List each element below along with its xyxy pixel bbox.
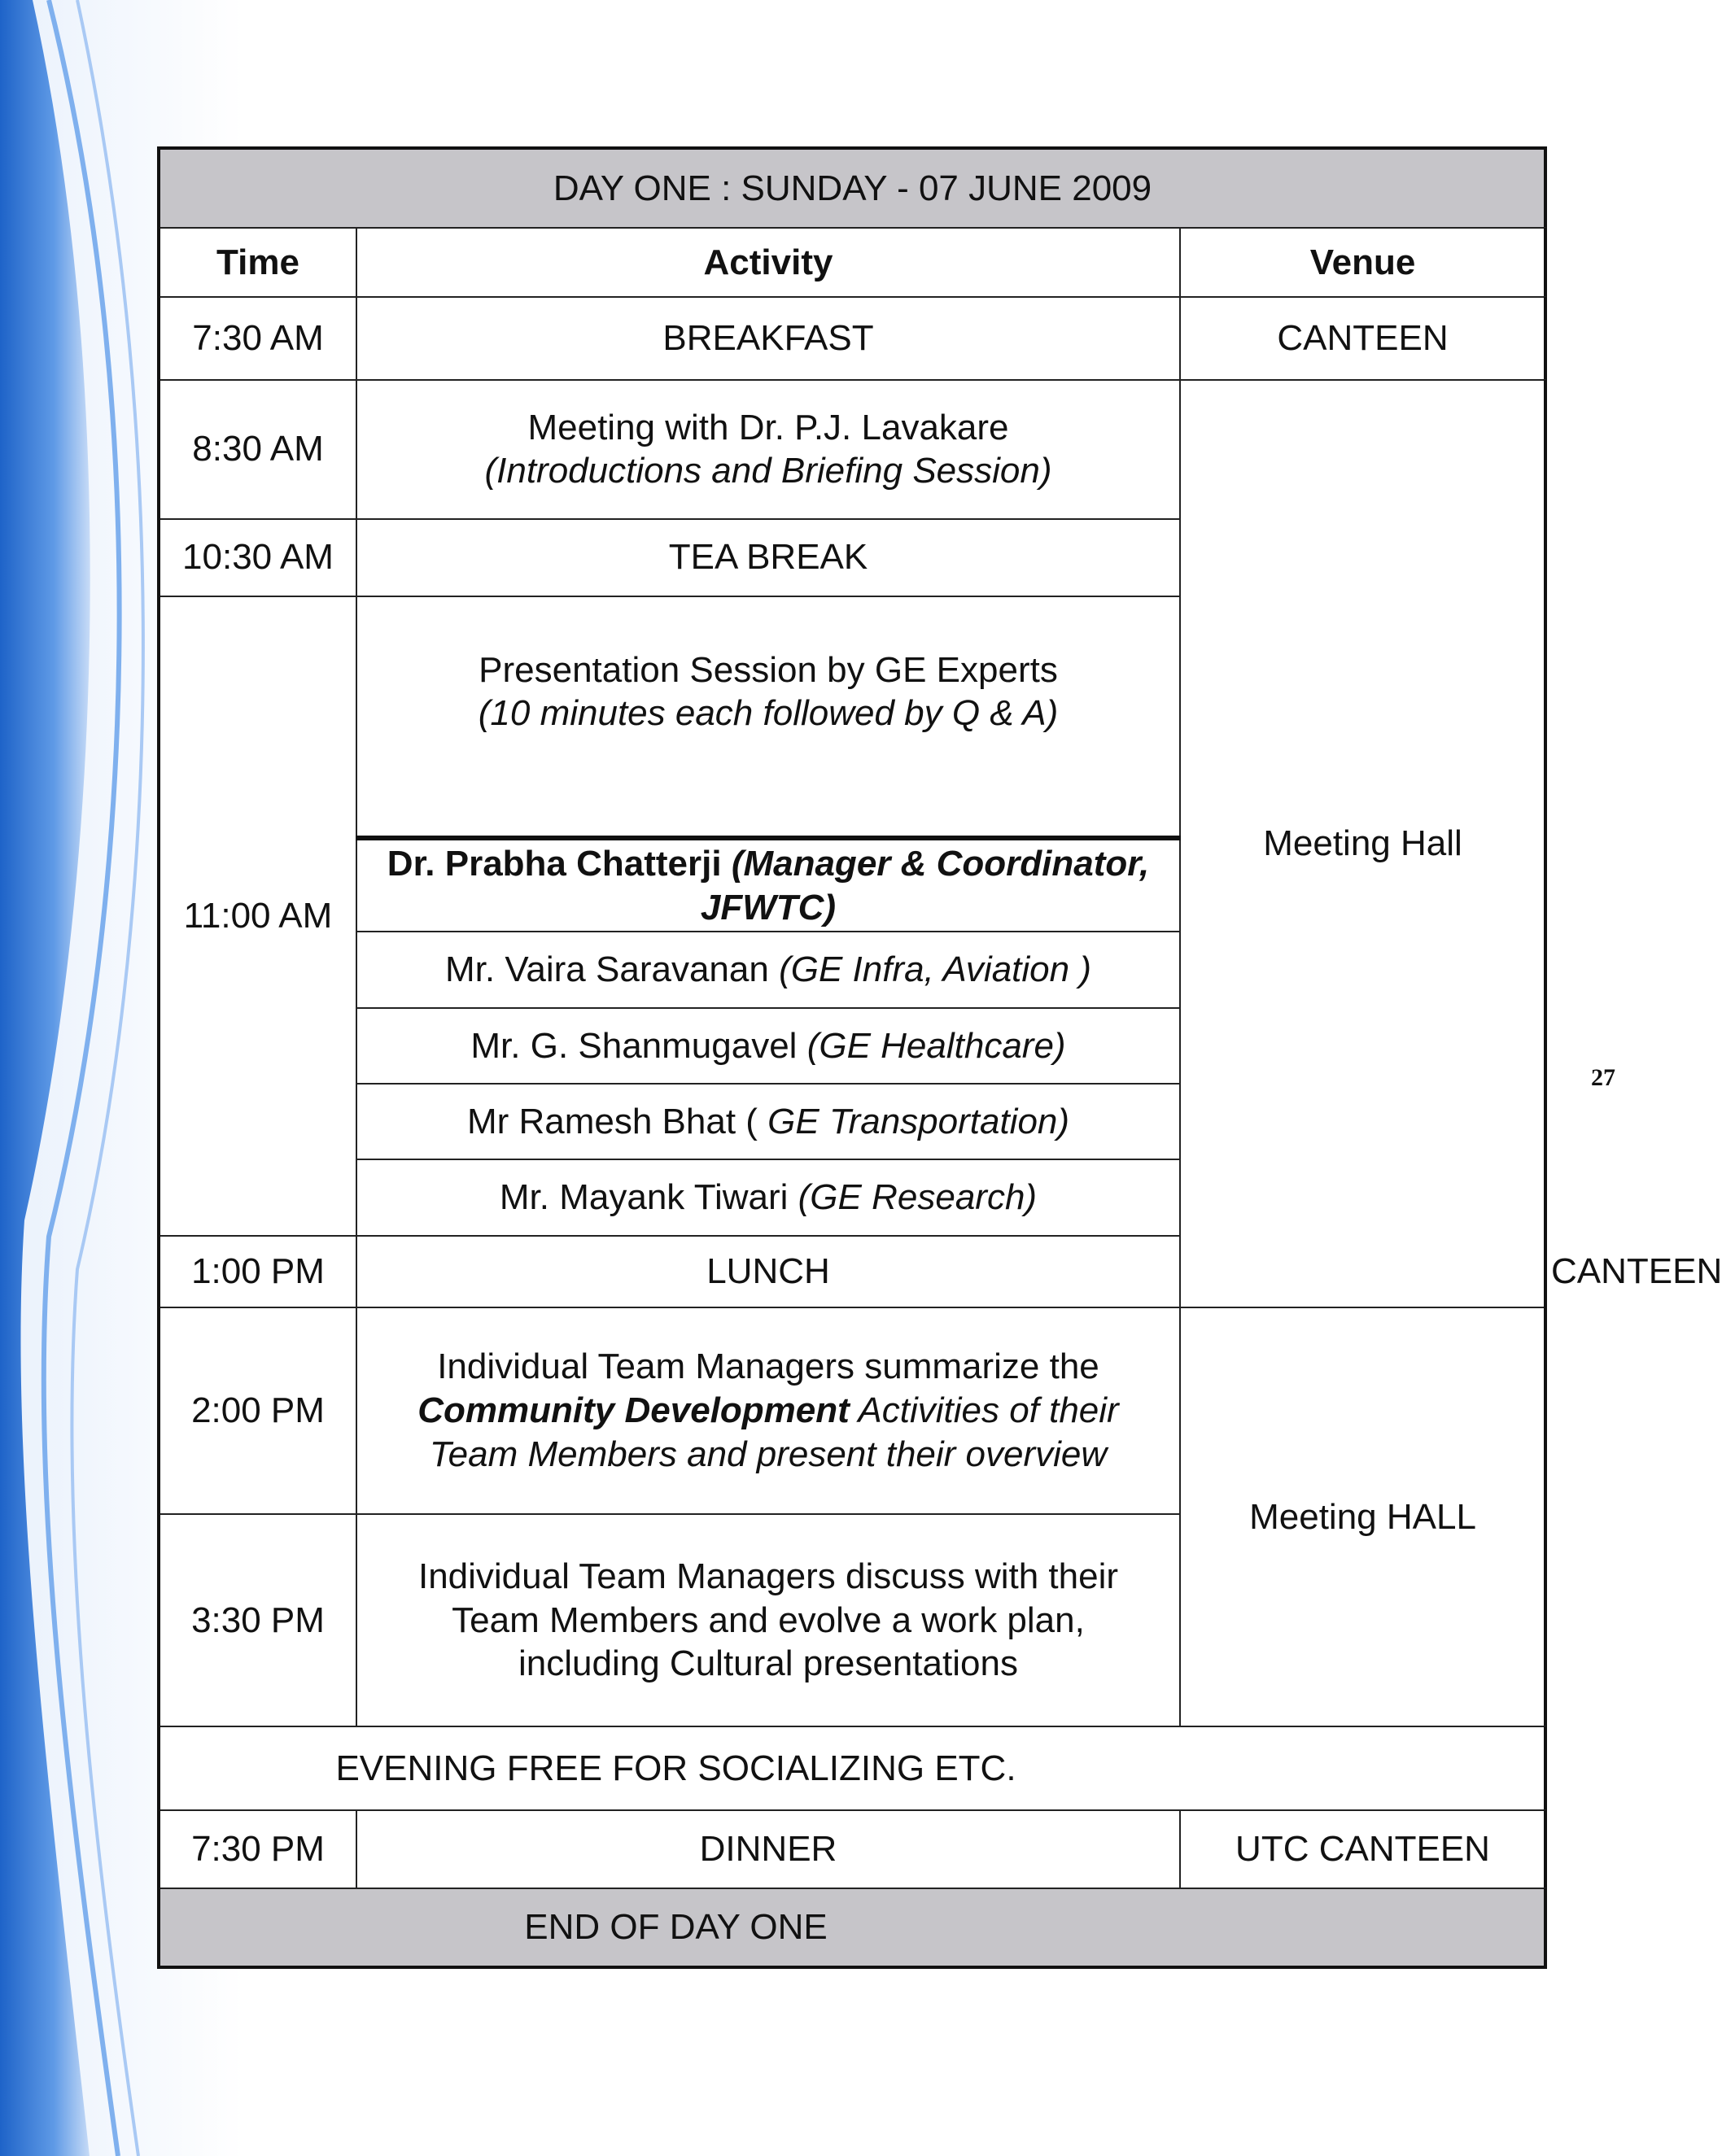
activity-title: Meeting with Dr. P.J. Lavakare: [527, 407, 1009, 447]
activity-cell: [356, 380, 1180, 519]
activity-line: Activities of their: [858, 1390, 1119, 1431]
end-text: END OF DAY ONE: [524, 1906, 828, 1947]
table-row: 1:00 PM LUNCH CANTEEN: [159, 1236, 1545, 1307]
venue-cell: UTC CANTEEN: [1180, 1810, 1545, 1888]
table-title-row: [159, 148, 1545, 228]
venue-cell: Meeting Hall: [1180, 380, 1545, 1307]
activity-line: Individual Team Managers summarize the: [437, 1346, 1099, 1387]
time-cell: 11:00 AM: [159, 596, 356, 1236]
speaker-name: Dr. Prabha Chatterji: [387, 844, 722, 884]
header-time: Time: [159, 228, 356, 296]
venue-cell: Meeting HALL: [1180, 1307, 1545, 1726]
speaker-affiliation: (GE Research): [798, 1177, 1038, 1218]
time-cell: 7:30 AM: [159, 297, 356, 380]
speaker-name: Mr Ramesh Bhat (: [466, 1101, 758, 1141]
speaker-cell: [356, 1008, 1180, 1084]
end-of-day: [159, 1888, 1545, 1967]
speaker-cell: [356, 838, 1180, 932]
venue-cell: CANTEEN: [1180, 297, 1545, 380]
time-cell: 3:30 PM: [159, 1514, 356, 1726]
header-row: [159, 228, 1545, 296]
activity-cell: LUNCH: [356, 1236, 1180, 1307]
time-cell: 8:30 AM: [159, 380, 356, 519]
time-cell: 10:30 AM: [159, 519, 356, 596]
activity-note: (Introductions and Briefing Session): [484, 451, 1052, 491]
page-number: 27: [1591, 1064, 1615, 1091]
time-cell: 2:00 PM: [159, 1307, 356, 1514]
evening-note: [159, 1726, 1545, 1810]
activity-note: (10 minutes each followed by Q & A): [478, 693, 1059, 734]
speaker-cell: [356, 1084, 1180, 1159]
speaker-affiliation: (GE Infra, Aviation ): [779, 949, 1091, 990]
speaker-cell: [356, 1159, 1180, 1235]
activity-cell: [356, 596, 1180, 838]
activity-cell: DINNER: [356, 1810, 1180, 1888]
speaker-name: Mr. Mayank Tiwari: [499, 1177, 789, 1218]
table-row: [159, 1307, 1545, 1514]
activity-cell: BREAKFAST: [356, 297, 1180, 380]
table-end-row: [159, 1888, 1545, 1967]
speaker-name: Mr. G. Shanmugavel: [470, 1025, 798, 1066]
time-cell: 7:30 PM: [159, 1810, 356, 1888]
speaker-cell: [356, 932, 1180, 1007]
speaker-affiliation: (Manager & Coordinator, JFWTC): [700, 844, 1150, 927]
header-venue: Venue: [1180, 228, 1545, 296]
evening-text: EVENING FREE FOR SOCIALIZING ETC.: [335, 1748, 1016, 1788]
speaker-affiliation: GE Transportation): [767, 1101, 1070, 1141]
activity-title: Presentation Session by GE Experts: [479, 649, 1058, 690]
speaker-affiliation: (GE Healthcare): [806, 1025, 1066, 1066]
activity-cell: TEA BREAK: [356, 519, 1180, 596]
table-row: [159, 1810, 1545, 1888]
speaker-name: Mr. Vaira Saravanan: [445, 949, 769, 990]
table-row: [159, 380, 1545, 519]
activity-cell: Individual Team Managers discuss with their Team Members and evolve a work plan, including Cultural presentations: [356, 1514, 1180, 1726]
activity-line: Team Members and present their overview: [429, 1434, 1108, 1474]
time-cell: 1:00 PM: [159, 1236, 356, 1307]
schedule-title: DAY ONE : SUNDAY - 07 JUNE 2009: [159, 148, 1545, 228]
activity-bold: Community Development: [417, 1390, 850, 1431]
table-row: [159, 297, 1545, 380]
activity-cell: [356, 1307, 1180, 1514]
header-activity: Activity: [356, 228, 1180, 296]
table-row: [159, 1726, 1545, 1810]
